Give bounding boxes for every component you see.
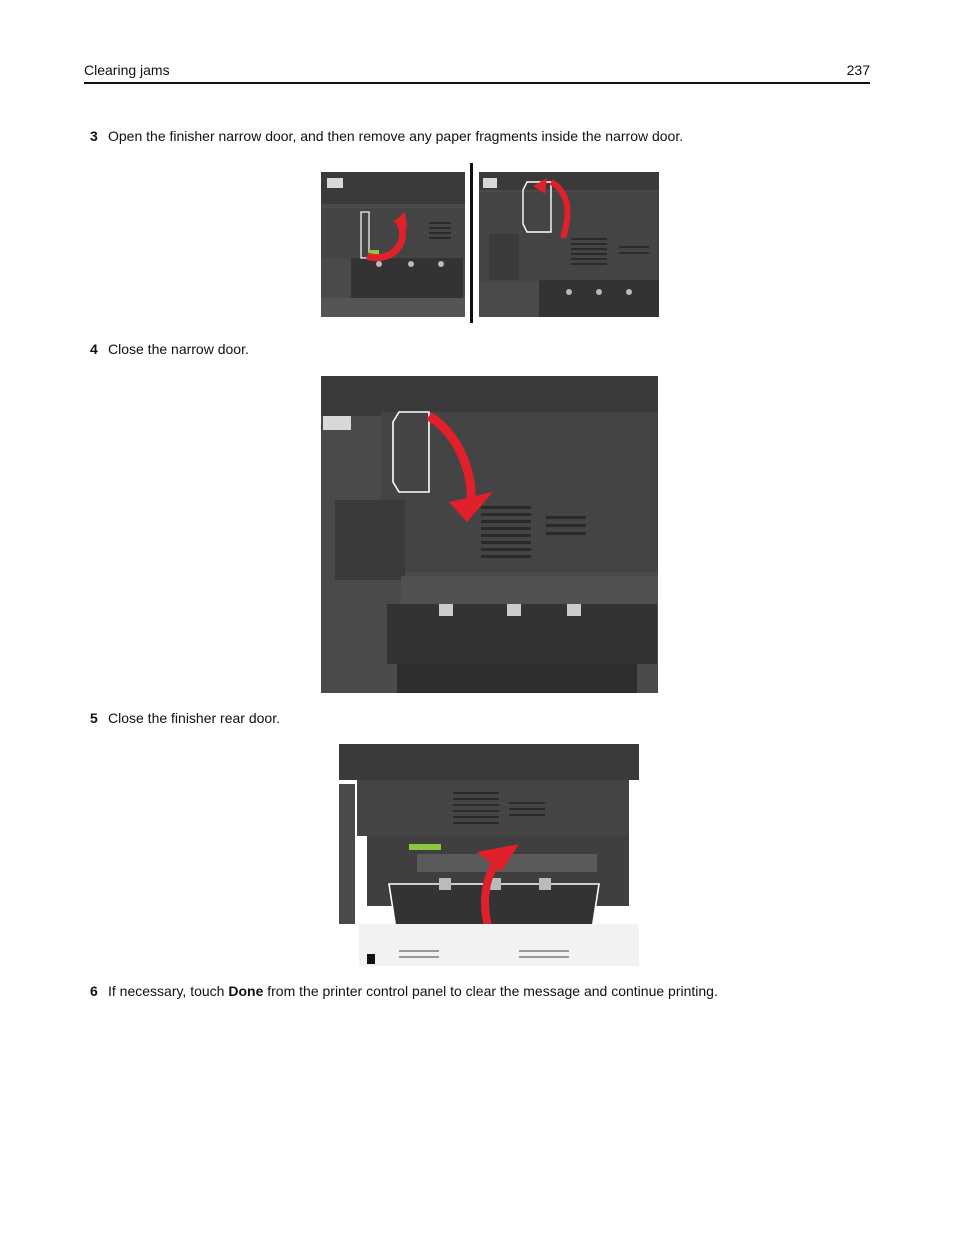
step-text: Close the narrow door. bbox=[108, 341, 249, 357]
step-text: Close the finisher rear door. bbox=[108, 710, 280, 726]
close-finisher-rear-door-illustration bbox=[339, 744, 639, 966]
step-text-pre: If necessary, touch bbox=[108, 983, 229, 999]
step-number: 5 bbox=[90, 710, 98, 726]
step-number: 3 bbox=[90, 128, 98, 144]
page-number: 237 bbox=[846, 62, 870, 78]
figure-divider bbox=[470, 163, 473, 323]
step-3 bbox=[90, 127, 683, 145]
step-6 bbox=[90, 982, 718, 1000]
page-header bbox=[84, 60, 870, 84]
step-number: 6 bbox=[90, 983, 98, 999]
close-narrow-door-illustration bbox=[321, 376, 658, 693]
step-text-post: from the printer control panel to clear the message and continue printing. bbox=[263, 983, 718, 999]
step-number: 4 bbox=[90, 341, 98, 357]
step-4 bbox=[90, 340, 249, 358]
step-5 bbox=[90, 709, 280, 727]
step-text: Open the finisher narrow door, and then remove any paper fragments inside the narrow door. bbox=[108, 128, 684, 144]
done-keyword: Done bbox=[228, 983, 264, 999]
open-narrow-door-illustration bbox=[321, 172, 465, 317]
narrow-door-open-detail-illustration bbox=[479, 172, 659, 317]
section-title: Clearing jams bbox=[84, 62, 170, 78]
